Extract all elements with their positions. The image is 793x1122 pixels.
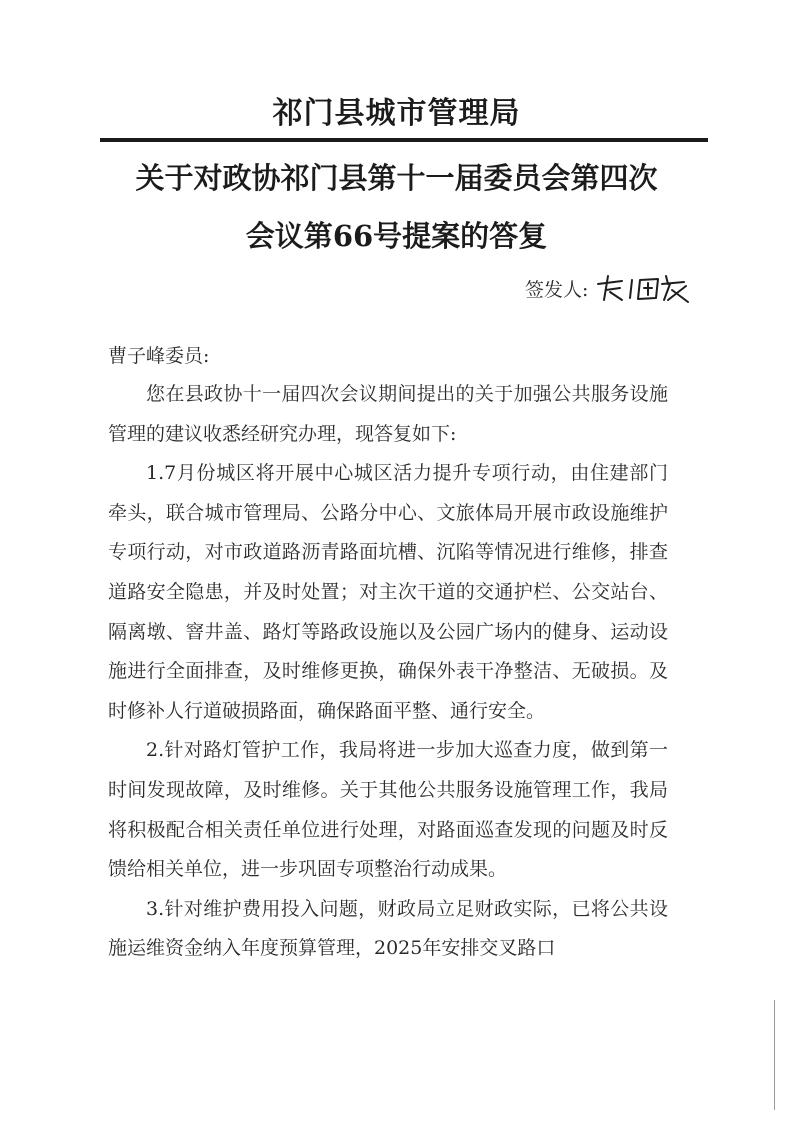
signer-block (525, 270, 702, 306)
signer-label: 签发人: (525, 278, 589, 301)
handwritten-signature (592, 270, 702, 306)
paragraph-item-1: 1.7月份城区将开展中心城区活力提升专项行动，由住建部门牵头，联合城市管理局、公路分中心、文旅体局开展市政设施维护专项行动，对市政道路沥青路面坑槽、沉陷等情况进行维修，排查道路安全隐患，并及时处置；对主次干道的交通护栏、公交站台、隔离墩、窨井盖、路灯等路政设施以及公园广场内的健身、运动设施进行全面排查，及时维修更换，确保外表干净整洁、无破损。及时修补人行道破损路面，确保路面平整、通行安全。 (108, 462, 668, 722)
title-line-2-suffix: 号提案的答复 (373, 219, 548, 253)
title-line-2-prefix: 会议第 (245, 219, 333, 253)
paragraph-item-2: 2.针对路灯管护工作，我局将进一步加大巡查力度，做到第一时间发现故障，及时维修。关于其他公共服务设施管理工作，我局将积极配合相关责任单位进行处理，对路面巡查发现的问题及时反馈给相关单位，进一步巩固专项整治行动成果。 (108, 739, 668, 881)
salutation: 曹子峰委员: (108, 345, 210, 367)
title-line-2 (0, 214, 793, 255)
letter-body (108, 375, 668, 969)
proposal-number: 66 (332, 219, 374, 253)
scan-edge-line (774, 1000, 775, 1110)
header-divider (100, 138, 708, 142)
agency-name: 祁门县城市管理局 (272, 96, 521, 131)
paragraph-intro: 您在县政协十一届四次会议期间提出的关于加强公共服务设施管理的建议收悉经研究办理，现答复如下: (108, 383, 668, 445)
title-line-1: 关于对政协祁门县第十一届委员会第四次 (135, 161, 658, 195)
paragraph-item-3: 3.针对维护费用投入问题，财政局立足财政实际，已将公共设施运维资金纳入年度预算管理，2025年安排交叉路口 (108, 897, 668, 960)
